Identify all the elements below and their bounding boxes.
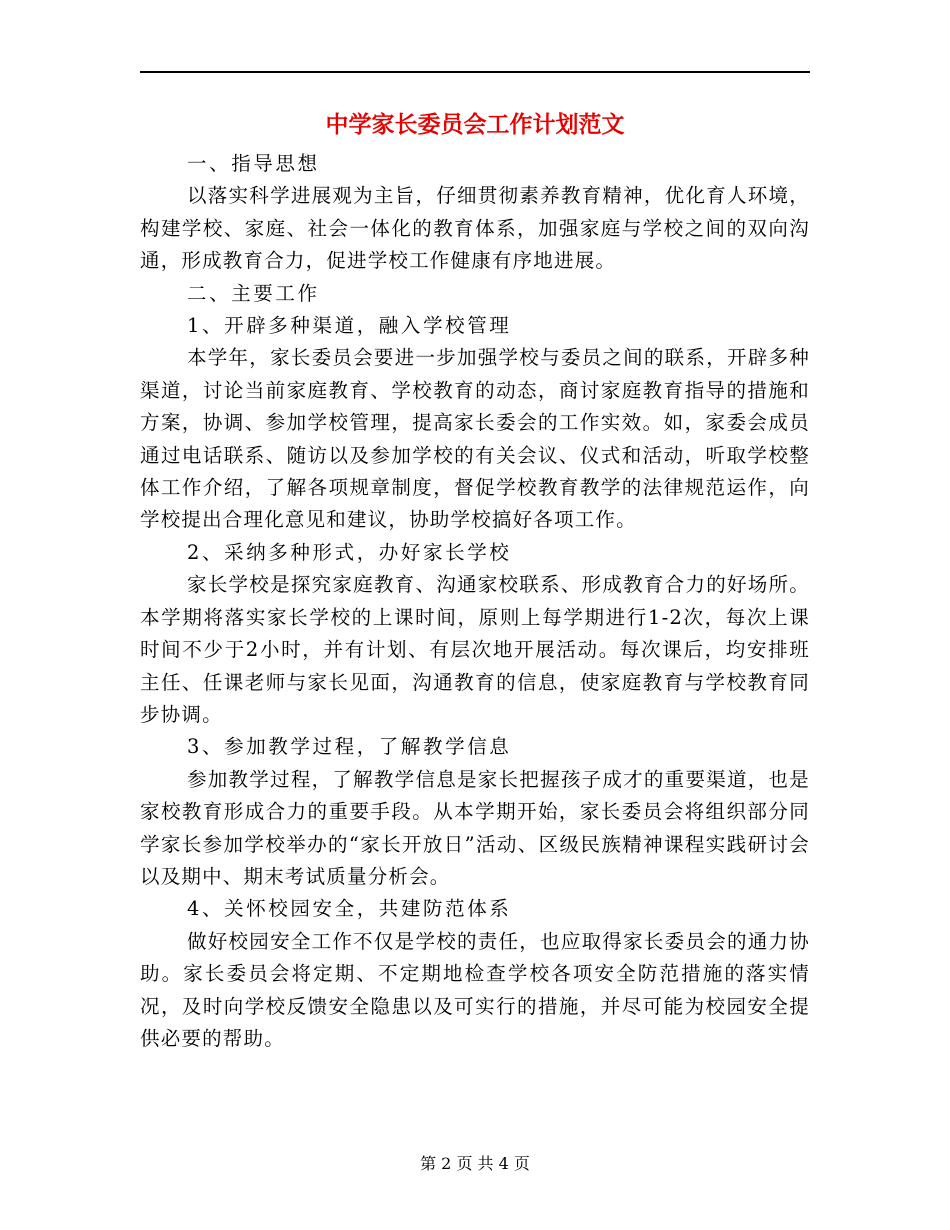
footer-suffix: 页 [513, 1154, 530, 1173]
page-footer [0, 1152, 950, 1176]
footer-prefix: 第 [420, 1154, 437, 1173]
header-rule [140, 71, 810, 73]
document-title: 中学家长委员会工作计划范文 [325, 111, 625, 138]
subheading-parent-school: 2、采纳多种形式，办好家长学校 [187, 540, 512, 564]
paragraph-guiding-ideology: 以落实科学进展观为主旨，仔细贯彻素养教育精神，优化育人环境，构建学校、家庭、社会一体化的教育体系，加强家庭与学校之间的双向沟通，形成教育合力，促进学校工作健康有序地进展。 [140, 184, 810, 273]
subheading-channels: 1、开辟多种渠道，融入学校管理 [187, 314, 512, 338]
document-body [140, 148, 810, 1055]
footer-total-pages: 4 [498, 1154, 509, 1173]
paragraph-channels: 本学年，家长委员会要进一步加强学校与委员之间的联系，开辟多种渠道，讨论当前家庭教育、学校教育的动态，商讨家庭教育指导的措施和方案，协调、参加学校管理，提高家长委会的工作实效。如，家委会成员通过电话联系、随访以及参加学校的有关会议、仪式和活动，听取学校整体工作介绍，了解各项规章制度，督促学校教育教学的法律规范运作，向学校提出合理化意见和建议，协助学校搞好各项工作。 [140, 346, 810, 532]
paragraph-parent-school: 家长学校是探究家庭教育、沟通家校联系、形成教育合力的好场所。本学期将落实家长学校的上课时间，原则上每学期进行1-2次，每次上课时间不少于2小时，并有计划、有层次地开展活动。每次课后，均安排班主任、任课老师与家长见面，沟通教育的信息，使家庭教育与学校教育同步协调。 [140, 573, 810, 726]
paragraph-campus-safety: 做好校园安全工作不仅是学校的责任，也应取得家长委员会的通力协助。家长委员会将定期、不定期地检查学校各项安全防范措施的落实情况，及时向学校反馈安全隐患以及可实行的措施，并尽可能为校园安全提供必要的帮助。 [140, 929, 810, 1050]
footer-current-page: 2 [441, 1154, 452, 1173]
paragraph-teaching-process: 参加教学过程，了解教学信息是家长把握孩子成才的重要渠道，也是家校教育形成合力的重要手段。从本学期开始，家长委员会将组织部分同学家长参加学校举办的“家长开放日”活动、区级民族精神课程实践研讨会以及期中、期末考试质量分析会。 [140, 767, 810, 888]
section-heading-main-work: 二、主要工作 [187, 281, 320, 305]
subheading-campus-safety: 4、关怀校园安全，共建防范体系 [187, 897, 512, 921]
footer-middle: 页 共 [456, 1154, 494, 1173]
section-heading-guiding-ideology: 一、指导思想 [187, 152, 320, 175]
subheading-teaching-process: 3、参加教学过程，了解教学信息 [187, 735, 512, 759]
